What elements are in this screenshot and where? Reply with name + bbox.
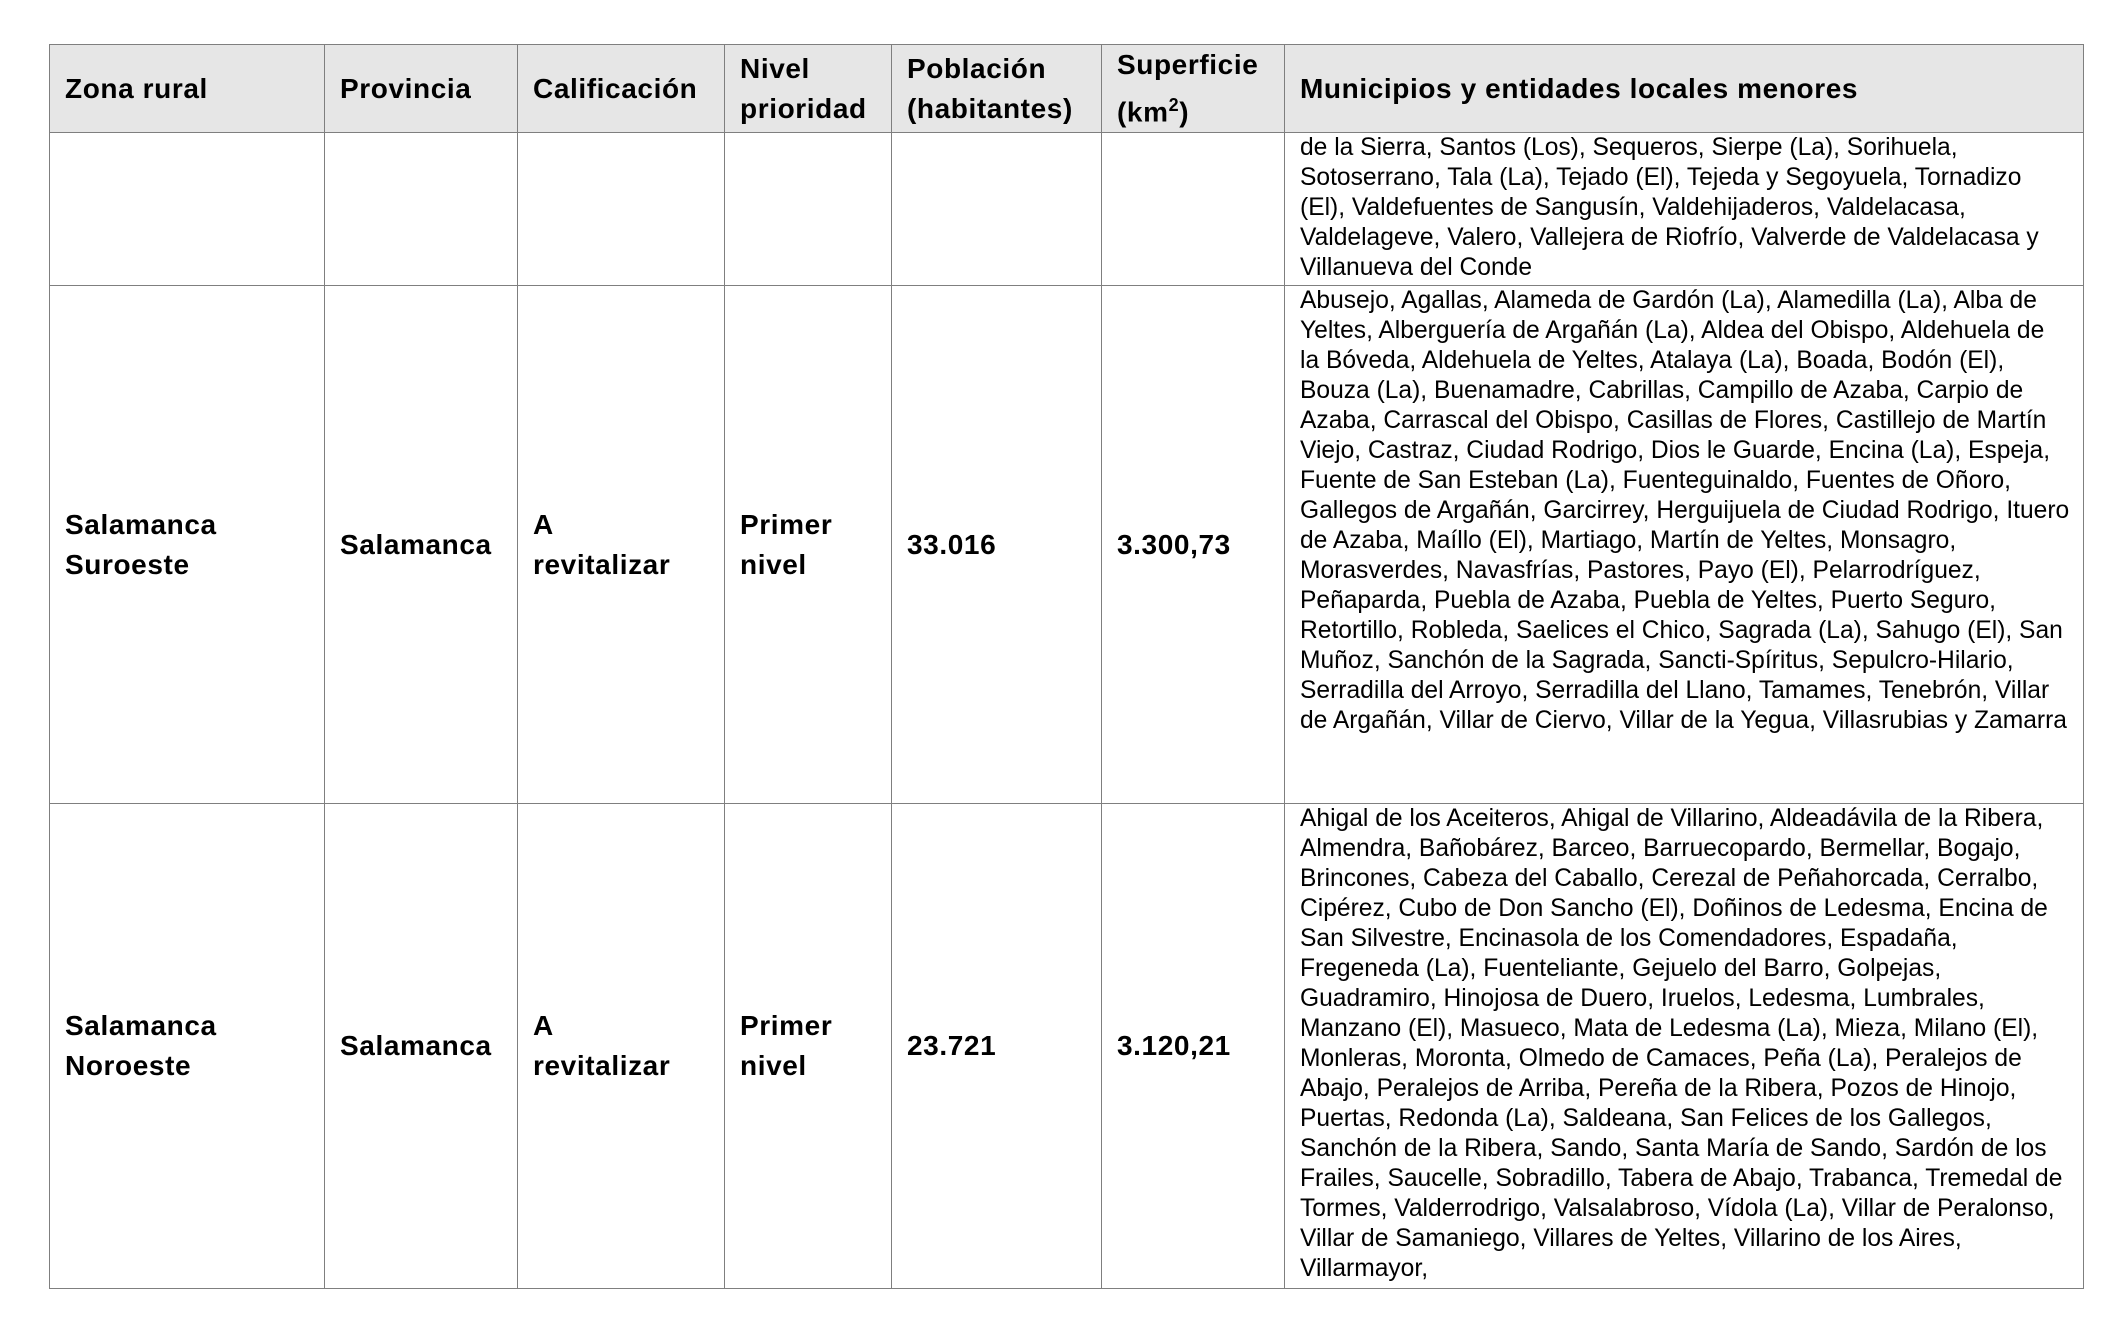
cell-provincia xyxy=(325,133,518,286)
cell-calificacion: A revitalizar xyxy=(518,286,725,804)
header-superficie xyxy=(1102,45,1285,133)
cell-nivel: Primer nivel xyxy=(725,804,892,1289)
cell-superficie: 3.300,73 xyxy=(1102,286,1285,804)
header-poblacion-label: Población (habitantes) xyxy=(907,52,1073,124)
header-row xyxy=(50,45,2084,133)
cell-provincia: Salamanca xyxy=(325,804,518,1289)
header-zona-rural-label: Zona rural xyxy=(65,72,208,104)
cell-nivel xyxy=(725,133,892,286)
cell-calificacion xyxy=(518,133,725,286)
table-row xyxy=(50,804,2084,1289)
header-provincia xyxy=(325,45,518,133)
cell-municipios: Ahigal de los Aceiteros, Ahigal de Villarino, Aldeadávila de la Ribera, Almendra, Bañobárez, Barceo, Barruecopardo, Bermellar, Bogajo, Brincones, Cabeza del Caballo, Cerezal de Peñahorcada, Cerralbo, Cipérez, Cubo de Don Sancho (El), Doñinos de Ledesma, Encina de San Silvestre, Encinasola de los Comendadores, Espadaña, Fregeneda (La), Fuenteliante, Gejuelo del Barro, Golpejas, Guadramiro, Hinojosa de Duero, Iruelos, Ledesma, Lumbrales, Manzano (El), Masueco, Mata de Ledesma (La), Mieza, Milano (El), Monleras, Moronta, Olmedo de Camaces, Peña (La), Peralejos de Abajo, Peralejos de Arriba, Pereña de la Ribera, Pozos de Hinojo, Puertas, Redonda (La), Saldeana, San Felices de los Gallegos, Sanchón de la Ribera, Sando, Santa María de Sando, Sardón de los Frailes, Saucelle, Sobradillo, Tabera de Abajo, Trabanca, Tremedal de Tormes, Valderrodrigo, Valsalabroso, Vídola (La), Villar de Peralonso, Villar de Samaniego, Villares de Yeltes, Villarino de los Aires, Villarmayor, xyxy=(1285,804,2084,1289)
cell-poblacion xyxy=(892,133,1102,286)
header-superficie-label: Superficie (km xyxy=(1117,49,1259,128)
cell-zona: Salamanca Suroeste xyxy=(50,286,325,804)
header-provincia-label: Provincia xyxy=(340,72,472,104)
header-nivel-prioridad xyxy=(725,45,892,133)
header-calificacion-label: Calificación xyxy=(533,72,698,104)
header-municipios xyxy=(1285,45,2084,133)
cell-poblacion: 23.721 xyxy=(892,804,1102,1289)
cell-zona xyxy=(50,133,325,286)
cell-zona: Salamanca Noroeste xyxy=(50,804,325,1289)
header-nivel-prioridad-label: Nivel prioridad xyxy=(740,52,867,124)
header-calificacion xyxy=(518,45,725,133)
municipalities-table xyxy=(49,44,2084,1289)
header-municipios-label: Municipios y entidades locales menores xyxy=(1300,72,1859,104)
cell-provincia: Salamanca xyxy=(325,286,518,804)
cell-poblacion: 33.016 xyxy=(892,286,1102,804)
cell-calificacion: A revitalizar xyxy=(518,804,725,1289)
header-superficie-superscript: 2 xyxy=(1168,95,1180,115)
cell-nivel: Primer nivel xyxy=(725,286,892,804)
cell-municipios: de la Sierra, Santos (Los), Sequeros, Sierpe (La), Sorihuela, Sotoserrano, Tala (La), Tejado (El), Tejeda y Segoyuela, Tornadizo (El), Valdefuentes de Sangusín, Valdehijaderos, Valdelacasa, Valdelageve, Valero, Vallejera de Riofrío, Valverde de Valdelacasa y Villanueva del Conde xyxy=(1285,133,2084,286)
cell-superficie: 3.120,21 xyxy=(1102,804,1285,1289)
cell-superficie xyxy=(1102,133,1285,286)
header-superficie-close: ) xyxy=(1179,96,1190,128)
header-poblacion xyxy=(892,45,1102,133)
cell-municipios: Abusejo, Agallas, Alameda de Gardón (La), Alamedilla (La), Alba de Yeltes, Alberguería de Argañán (La), Aldea del Obispo, Aldehuela de la Bóveda, Aldehuela de Yeltes, Atalaya (La), Boada, Bodón (El), Bouza (La), Buenamadre, Cabrillas, Campillo de Azaba, Carpio de Azaba, Carrascal del Obispo, Casillas de Flores, Castillejo de Martín Viejo, Castraz, Ciudad Rodrigo, Dios le Guarde, Encina (La), Espeja, Fuente de San Esteban (La), Fuenteguinaldo, Fuentes de Oñoro, Gallegos de Argañán, Garcirrey, Herguijuela de Ciudad Rodrigo, Ituero de Azaba, Maíllo (El), Martiago, Martín de Yeltes, Monsagro, Morasverdes, Navasfrías, Pastores, Payo (El), Pelarrodríguez, Peñaparda, Puebla de Azaba, Puebla de Yeltes, Puerto Seguro, Retortillo, Robleda, Saelices el Chico, Sagrada (La), Sahugo (El), San Muñoz, Sanchón de la Sagrada, Sancti-Spíritus, Sepulcro-Hilario, Serradilla del Arroyo, Serradilla del Llano, Tamames, Tenebrón, Villar de Argañán, Villar de Ciervo, Villar de la Yegua, Villasrubias y Zamarra xyxy=(1285,286,2084,804)
table-row xyxy=(50,286,2084,804)
table-row xyxy=(50,133,2084,286)
header-zona-rural xyxy=(50,45,325,133)
